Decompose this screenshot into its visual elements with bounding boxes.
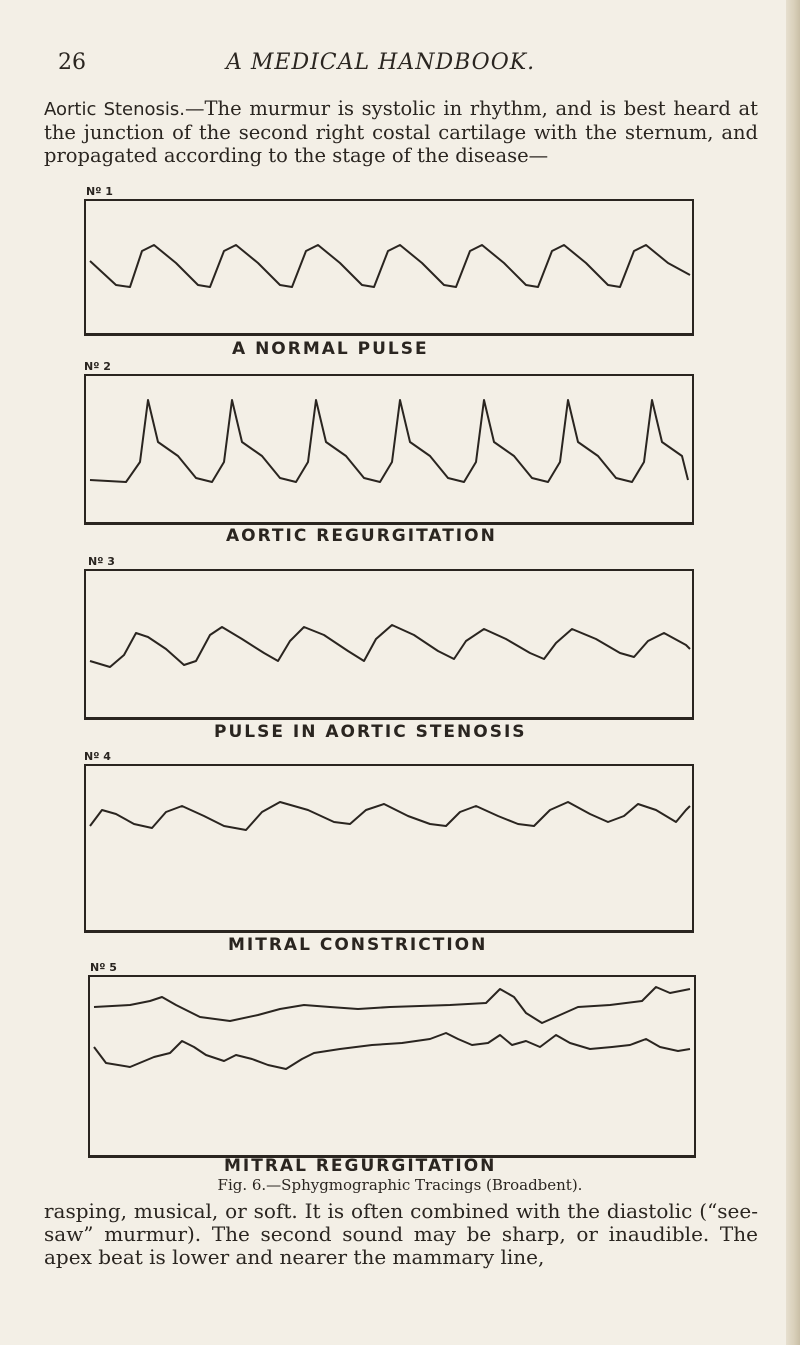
tracing-3-line (90, 625, 690, 667)
page-header (58, 50, 758, 80)
tracing-5-box (88, 975, 696, 1158)
tracing-3-waveform (86, 571, 692, 717)
page-edge (786, 0, 800, 1345)
tracing-1-line (90, 245, 690, 287)
body-paragraph: rasping, musical, or soft. It is often combined with the diastolic (“see-saw” murmur). The second sound may be sharp, or inaudible. The apex beat is lower and nearer the mammary line, (44, 1199, 758, 1269)
tracing-1-waveform (86, 201, 692, 333)
intro-text: —The murmur is systolic in rhythm, and is best heard at the junction of the second right costal cartilage with the sternum, and propagated according to the stage of the disease— (44, 97, 758, 167)
tracing-3-box (84, 569, 694, 720)
tracing-4-line (90, 802, 690, 830)
figure-caption: Fig. 6.—Sphygmographic Tracings (Broadbent). (217, 1176, 583, 1194)
tracing-5-number: Nº 5 (90, 961, 117, 974)
tracing-1-number: Nº 1 (86, 185, 113, 198)
tracing-4-box (84, 764, 694, 933)
tracing-3-number: Nº 3 (88, 555, 115, 568)
tracing-2-title: AORTIC REGURGITATION (226, 526, 497, 546)
tracing-4-title: MITRAL CONSTRICTION (228, 935, 488, 955)
page-number: 26 (58, 50, 86, 75)
tracing-1-box (84, 199, 694, 336)
tracing-1-title: A NORMAL PULSE (232, 339, 429, 359)
running-title: A MEDICAL HANDBOOK. (226, 50, 536, 75)
section-heading: Aortic Stenosis. (44, 99, 186, 120)
intro-paragraph (44, 97, 758, 167)
tracing-5-waveform (90, 977, 694, 1155)
tracing-4-number: Nº 4 (84, 750, 111, 763)
tracing-5-title: MITRAL REGURGITATION (224, 1156, 497, 1176)
tracing-5-lower-line (94, 1033, 690, 1069)
tracing-2-waveform (86, 376, 692, 522)
tracing-5-upper-line (94, 987, 690, 1023)
tracing-3-title: PULSE IN AORTIC STENOSIS (214, 722, 527, 742)
tracing-2-line (90, 400, 688, 482)
tracing-2-box (84, 374, 694, 525)
tracing-4-waveform (86, 766, 692, 930)
tracing-2-number: Nº 2 (84, 360, 111, 373)
